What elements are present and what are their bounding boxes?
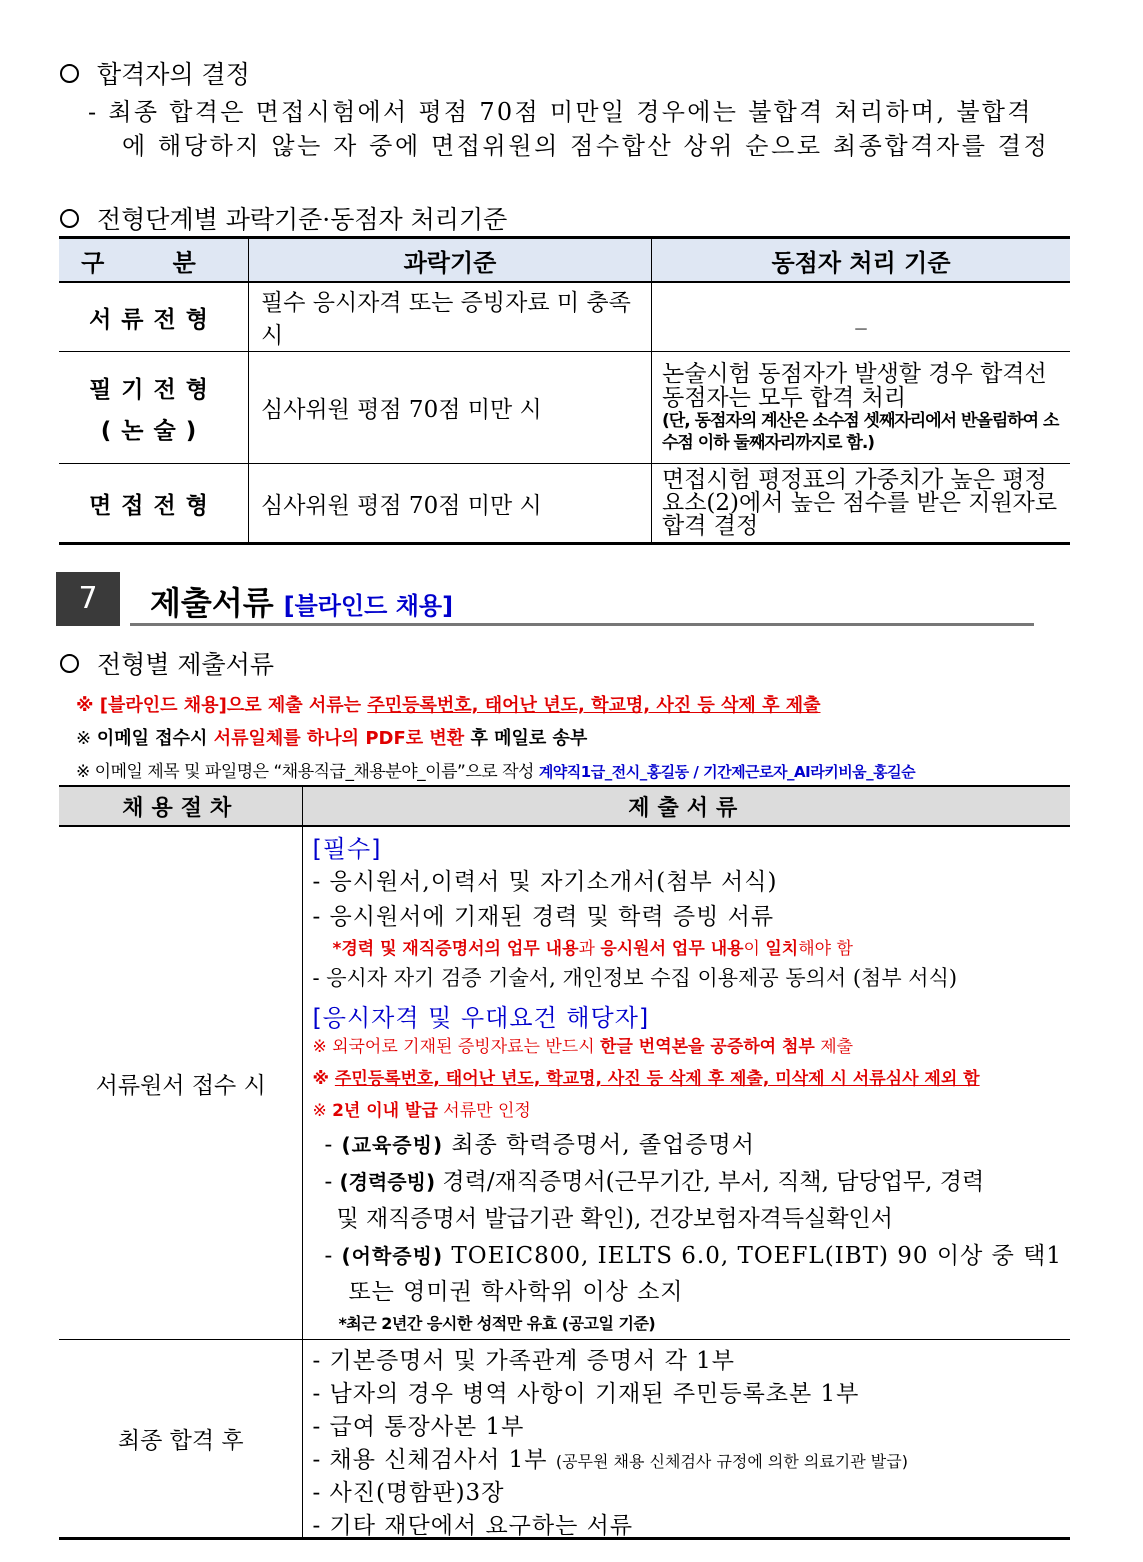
tie-text: 논술시험 동점자가 발생할 경우 합격선 동점자는 모두 합격 처리 (662, 360, 1047, 411)
table-row (59, 352, 1070, 464)
criteria-header-tie: 동점자 처리 기준 (652, 238, 1071, 283)
doc-note: ※ 외국어로 기재된 증빙자료는 반드시 한글 번역본을 공증하여 첨부 제출 (312, 1037, 854, 1057)
cutoff-cell: 필수 응시자격 또는 증빙자료 미 충족시 (249, 282, 652, 352)
note-email: ※ 이메일 접수시 서류일체를 하나의 PDF로 변환 후 메일로 송부 (76, 728, 588, 749)
tie-cell (652, 352, 1071, 464)
circle-bullet-icon (60, 64, 79, 83)
note-blind: ※ [블라인드 채용]으로 제출 서류는 주민등록번호, 태어난 년도, 학교명, 사진 등 삭제 후 제출 (76, 695, 821, 716)
decision-line-2: 에 해당하지 않는 자 중에 면접위원의 점수합산 상위 순으로 최종합격자를 결정 (122, 132, 1050, 160)
docs-table (59, 785, 1070, 1540)
cutoff-cell: 심사위원 평점 70점 미만 시 (249, 464, 652, 544)
stage-label (59, 352, 249, 464)
section-number: 7 (56, 572, 120, 626)
doc-item: - 기타 재단에서 요구하는 서류 (312, 1513, 634, 1539)
doc-item: - 사진(명함판)3장 (312, 1480, 505, 1506)
qualification-title: [응시자격 및 우대요건 해당자] (312, 1004, 650, 1032)
process-label: 서류원서 접수 시 (59, 826, 303, 1340)
evidence-education: - (교육증빙) 최종 학력증명서, 졸업증명서 (324, 1132, 755, 1158)
docs-cell (303, 826, 1070, 1340)
note-filename: ※ 이메일 제목 및 파일명은 “채용직급_채용분야_이름”으로 작성 계약직1급_전시_홍길동 / 기간제근로자_AI라키비움_홍길순 (76, 762, 916, 782)
doc-item: - 기본증명서 및 가족관계 증명서 각 1부 (312, 1348, 735, 1374)
stage-label: 면접전형 (59, 464, 249, 544)
doc-item: - 급여 통장사본 1부 (312, 1414, 525, 1440)
table-row (59, 826, 1070, 1340)
criteria-header-category: 구 분 (59, 238, 249, 283)
tie-cell: _ (652, 282, 1071, 352)
tie-note: (단, 동점자의 계산은 소수점 셋째자리에서 반올림하여 소수점 이하 둘째자리까지로 함.) (662, 410, 1059, 453)
doc-item: - 응시원서,이력서 및 자기소개서(첨부 서식) (312, 869, 778, 895)
tie-cell: 면접시험 평정표의 가중치가 높은 평정요소(2)에서 높은 점수를 받은 지원자로 합격 결정 (652, 464, 1071, 544)
decision-line-1: - 최종 합격은 면접시험에서 평점 70점 미만일 경우에는 불합격 처리하며, 불합격 (88, 98, 1033, 126)
table-row (59, 282, 1070, 352)
evidence-career: - (경력증빙) 경력/재직증명서(근무기간, 부서, 직책, 담당업무, 경력 (324, 1169, 985, 1195)
decision-heading: 합격자의 결정 (60, 55, 250, 91)
docs-heading: 전형별 제출서류 (60, 645, 274, 681)
doc-item: - 응시자 자기 검증 기술서, 개인정보 수집 이용제공 동의서 (첨부 서식) (312, 966, 958, 990)
cutoff-cell: 심사위원 평점 70점 미만 시 (249, 352, 652, 464)
circle-bullet-icon (60, 654, 79, 673)
section-divider (130, 623, 1034, 626)
evidence-language: - (어학증빙) TOEIC800, IELTS 6.0, TOEFL(IBT) 90 이상 중 택1 (324, 1243, 1062, 1269)
doc-note: ※ 2년 이내 발급 서류만 인정 (312, 1101, 531, 1121)
stage-name: 필기전형 (89, 376, 218, 403)
criteria-table (59, 236, 1070, 545)
doc-item: - 남자의 경우 병역 사항이 기재된 주민등록초본 1부 (312, 1381, 860, 1407)
required-title: [필수] (312, 835, 382, 863)
process-label: 최종 합격 후 (59, 1340, 303, 1539)
doc-note: *경력 및 재직증명서의 업무 내용과 응시원서 업무 내용이 일치해야 함 (332, 939, 853, 959)
criteria-header-cutoff: 과락기준 (249, 238, 652, 283)
section-subtitle: [블라인드 채용] (283, 592, 454, 620)
section-title: 제출서류 [블라인드 채용] (150, 584, 454, 622)
table-row (59, 1340, 1070, 1539)
stage-label: 서류전형 (59, 282, 249, 352)
doc-item: - 응시원서에 기재된 경력 및 학력 증빙 서류 (312, 904, 775, 930)
circle-bullet-icon (60, 209, 79, 228)
evidence-career-cont: 및 재직증명서 발급기관 확인), 건강보험자격득실확인서 (336, 1206, 893, 1232)
doc-item: - 채용 신체검사서 1부 (공무원 채용 신체검사 규정에 의한 의료기관 발급) (312, 1447, 908, 1473)
table-row (59, 464, 1070, 544)
docs-header-process: 채용절차 (59, 786, 303, 826)
stage-subname: (논술) (100, 417, 207, 444)
evidence-note: *최근 2년간 응시한 성적만 유효 (공고일 기준) (338, 1314, 656, 1333)
evidence-language-cont: 또는 영미권 학사학위 이상 소지 (348, 1279, 684, 1305)
criteria-heading: 전형단계별 과락기준·동점자 처리기준 (60, 200, 507, 236)
doc-note: ※ 주민등록번호, 태어난 년도, 학교명, 사진 등 삭제 후 제출, 미삭제 시 서류심사 제외 함 (312, 1069, 980, 1089)
docs-cell (303, 1340, 1070, 1539)
docs-header-documents: 제출서류 (303, 786, 1070, 826)
